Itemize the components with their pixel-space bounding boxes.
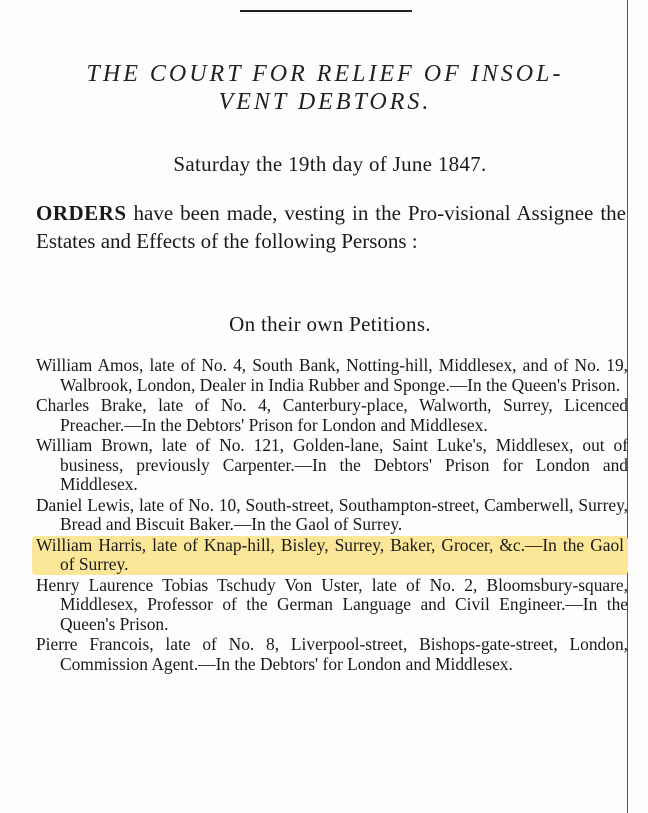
page-heading: [30, 60, 620, 116]
entry-william-harris-highlighted: William Harris, late of Knap-hill, Bisley, Surrey, Baker, Grocer, &c.—In the Gaol of Surrey.: [32, 536, 628, 575]
entry-henry-tschudy: Henry Laurence Tobias Tschudy Von Uster, late of No. 2, Bloomsbury-square, Middlesex, Professor of the German Language and Civil Engineer.—In the Queen's Prison.: [36, 574, 628, 634]
intro-first-word: ORDERS: [36, 201, 127, 225]
entry-daniel-lewis: Daniel Lewis, late of No. 10, South-street, Southampton-street, Camberwell, Surrey, Bread and Biscuit Baker.—In the Gaol of Surrey.: [36, 494, 628, 534]
date-line: Saturday the 19th day of June 1847.: [173, 152, 487, 176]
intro-paragraph: [36, 199, 626, 255]
top-rule: [240, 10, 412, 12]
entry-william-amos: William Amos, late of No. 4, South Bank, Notting-hill, Middlesex, and of No. 19, Walbrook, London, Dealer in India Rubber and Sponge.—In the Queen's Prison.: [36, 355, 628, 395]
heading-text: THE COURT FOR RELIEF OF INSOL- VENT DEBTORS.: [86, 61, 564, 115]
entry-list: [36, 356, 628, 675]
subheading: On their own Petitions.: [229, 312, 431, 336]
entry-pierre-francois: Pierre Francois, late of No. 8, Liverpool-street, Bishops-gate-street, London, Commission Agent.—In the Debtors' for London and Middlesex.: [36, 634, 628, 674]
intro-text: have been made, vesting in the Pro-visional Assignee the Estates and Effects of the following Persons :: [36, 201, 626, 253]
entry-charles-brake: Charles Brake, late of No. 4, Canterbury-place, Walworth, Surrey, Licenced Preacher.—In the Debtors' Prison for London and Middlesex.: [36, 395, 628, 435]
entry-william-brown: William Brown, late of No. 121, Golden-lane, Saint Luke's, Middlesex, out of business, previously Carpenter.—In the Debtors' Prison for London and Middlesex.: [36, 435, 628, 494]
